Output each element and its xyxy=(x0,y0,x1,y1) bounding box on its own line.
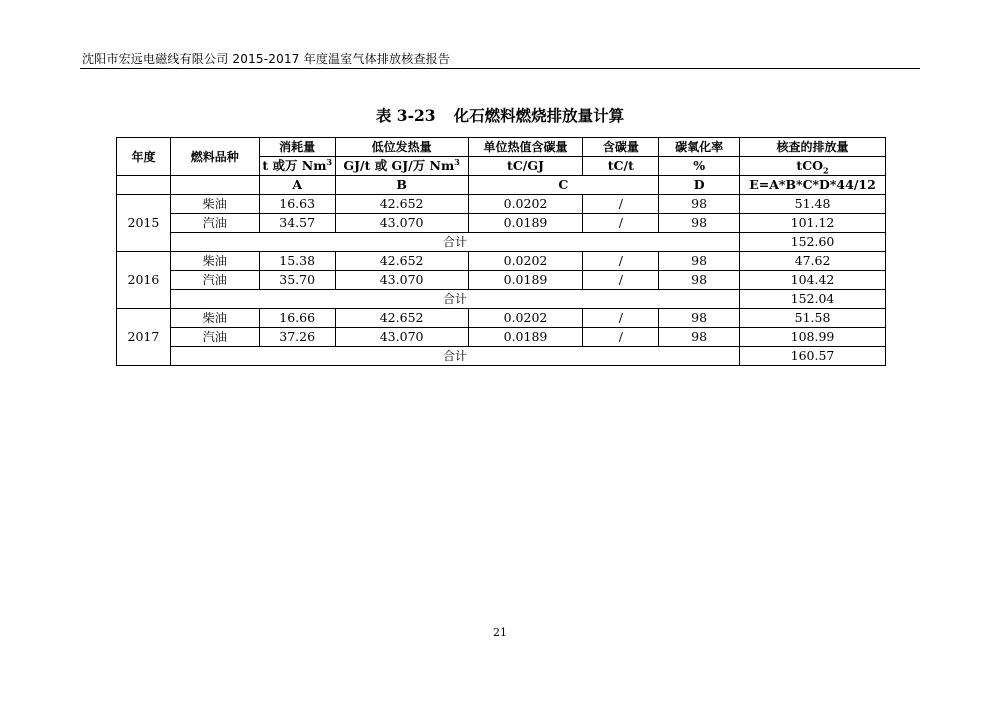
code-b: B xyxy=(335,176,468,195)
calorific-cell: 42.652 xyxy=(335,252,468,271)
emission-cell: 47.62 xyxy=(740,252,886,271)
total-label: 合计 xyxy=(170,347,739,366)
oxidation-cell: 98 xyxy=(659,271,740,290)
code-blank-fuel xyxy=(170,176,259,195)
code-e: E=A*B*C*D*44/12 xyxy=(740,176,886,195)
total-value: 152.04 xyxy=(740,290,886,309)
table-title: 化石燃料燃烧排放量计算 xyxy=(453,107,625,125)
emission-cell: 104.42 xyxy=(740,271,886,290)
total-row xyxy=(117,347,886,366)
unit-oxidation: % xyxy=(659,157,740,176)
oxidation-cell: 98 xyxy=(659,214,740,233)
oxidation-cell: 98 xyxy=(659,309,740,328)
carbon-cell: / xyxy=(583,309,659,328)
carbon-content-cell: 0.0189 xyxy=(468,214,583,233)
unit-carbon-content: tC/GJ xyxy=(468,157,583,176)
consumption-cell: 15.38 xyxy=(259,252,335,271)
total-value: 152.60 xyxy=(740,233,886,252)
carbon-cell: / xyxy=(583,252,659,271)
total-label: 合计 xyxy=(170,233,739,252)
consumption-cell: 16.66 xyxy=(259,309,335,328)
header-carbon: 含碳量 xyxy=(583,138,659,157)
carbon-content-cell: 0.0189 xyxy=(468,328,583,347)
year-cell: 2017 xyxy=(117,309,171,366)
fuel-cell: 柴油 xyxy=(170,309,259,328)
table-row xyxy=(117,195,886,214)
header-consumption: 消耗量 xyxy=(259,138,335,157)
table-row xyxy=(117,309,886,328)
table-number: 表 3-23 xyxy=(375,106,436,125)
header-fuel: 燃料品种 xyxy=(170,138,259,176)
table-row xyxy=(117,271,886,290)
total-row xyxy=(117,233,886,252)
year-cell: 2015 xyxy=(117,195,171,252)
header-row-codes xyxy=(117,176,886,195)
carbon-cell: / xyxy=(583,214,659,233)
report-header: 沈阳市宏远电磁线有限公司 2015-2017 年度温室气体排放核查报告 xyxy=(82,52,451,66)
emission-cell: 101.12 xyxy=(740,214,886,233)
consumption-cell: 34.57 xyxy=(259,214,335,233)
calorific-cell: 43.070 xyxy=(335,214,468,233)
table-caption xyxy=(0,104,1000,126)
fuel-cell: 柴油 xyxy=(170,195,259,214)
header-oxidation: 碳氧化率 xyxy=(659,138,740,157)
total-value: 160.57 xyxy=(740,347,886,366)
header-emission: 核查的排放量 xyxy=(740,138,886,157)
calorific-cell: 42.652 xyxy=(335,195,468,214)
page-number: 21 xyxy=(493,626,507,639)
unit-consumption: t 或万 Nm$^3$ xyxy=(259,157,335,176)
unit-carbon: tC/t xyxy=(583,157,659,176)
consumption-cell: 35.70 xyxy=(259,271,335,290)
header-year: 年度 xyxy=(117,138,171,176)
oxidation-cell: 98 xyxy=(659,252,740,271)
fuel-cell: 汽油 xyxy=(170,271,259,290)
carbon-cell: / xyxy=(583,271,659,290)
table-row xyxy=(117,214,886,233)
carbon-content-cell: 0.0202 xyxy=(468,195,583,214)
carbon-cell: / xyxy=(583,195,659,214)
calorific-cell: 43.070 xyxy=(335,328,468,347)
unit-calorific: GJ/t 或 GJ/万 Nm$^3$ xyxy=(335,157,468,176)
carbon-content-cell: 0.0202 xyxy=(468,252,583,271)
carbon-cell: / xyxy=(583,328,659,347)
emission-cell: 51.48 xyxy=(740,195,886,214)
consumption-cell: 37.26 xyxy=(259,328,335,347)
total-label: 合计 xyxy=(170,290,739,309)
code-blank-year xyxy=(117,176,171,195)
oxidation-cell: 98 xyxy=(659,328,740,347)
table-row xyxy=(117,328,886,347)
table-row xyxy=(117,252,886,271)
code-c: C xyxy=(468,176,659,195)
carbon-content-cell: 0.0189 xyxy=(468,271,583,290)
fuel-cell: 汽油 xyxy=(170,328,259,347)
carbon-content-cell: 0.0202 xyxy=(468,309,583,328)
calorific-cell: 43.070 xyxy=(335,271,468,290)
total-row xyxy=(117,290,886,309)
consumption-cell: 16.63 xyxy=(259,195,335,214)
header-calorific: 低位发热量 xyxy=(335,138,468,157)
emission-cell: 51.58 xyxy=(740,309,886,328)
fuel-cell: 柴油 xyxy=(170,252,259,271)
code-d: D xyxy=(659,176,740,195)
emission-table xyxy=(116,137,886,366)
fuel-cell: 汽油 xyxy=(170,214,259,233)
unit-emission: tCO$_2$ xyxy=(740,157,886,176)
emission-cell: 108.99 xyxy=(740,328,886,347)
calorific-cell: 42.652 xyxy=(335,309,468,328)
year-cell: 2016 xyxy=(117,252,171,309)
header-divider xyxy=(80,68,920,69)
oxidation-cell: 98 xyxy=(659,195,740,214)
header-carbon-content: 单位热值含碳量 xyxy=(468,138,583,157)
code-a: A xyxy=(259,176,335,195)
header-row-1 xyxy=(117,138,886,157)
